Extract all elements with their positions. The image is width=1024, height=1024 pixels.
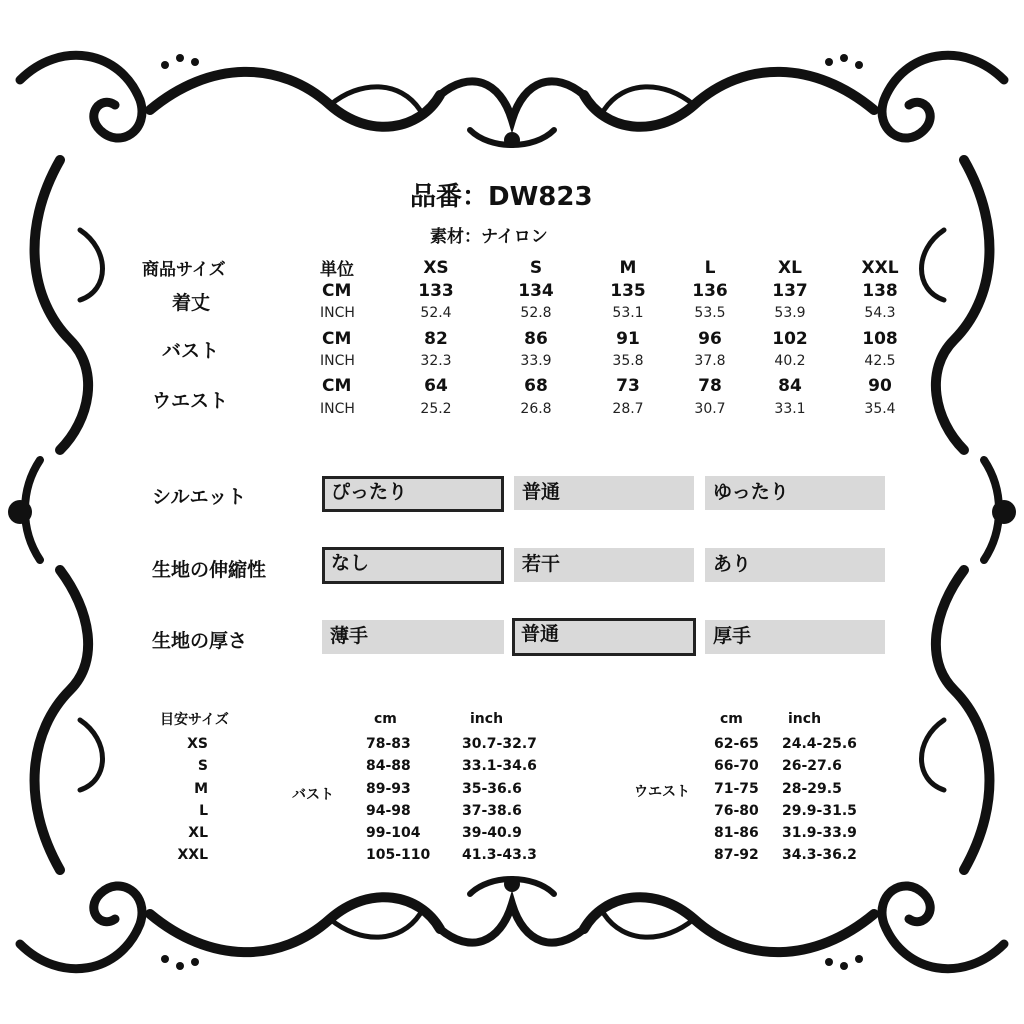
unit-cm: CM: [322, 329, 352, 349]
cm-value: 136: [692, 281, 728, 301]
cm-value: 134: [518, 281, 554, 301]
unit-cm: CM: [322, 281, 352, 301]
attribute-option: ゆったり: [705, 476, 885, 510]
size-header: L: [704, 258, 716, 278]
guide-waist-label: ウエスト: [634, 784, 690, 800]
guide-bust-cm: 89-93: [366, 781, 411, 797]
inch-value: 52.4: [420, 305, 452, 321]
size-header: XS: [423, 258, 449, 278]
guide-waist-cm: 76-80: [714, 803, 759, 819]
cm-value: 138: [862, 281, 898, 301]
guide-waist-inch: 29.9-31.5: [782, 803, 857, 819]
attribute-option: 厚手: [705, 620, 885, 654]
guide-waist-inch: 28-29.5: [782, 781, 842, 797]
material-label: 素材：ナイロン: [430, 227, 548, 247]
cm-value: 102: [772, 329, 808, 349]
size-table-corner-label: 商品サイズ: [142, 260, 226, 280]
guide-waist-inch: 26-27.6: [782, 758, 842, 774]
guide-size: M: [194, 781, 208, 797]
guide-waist-inch: 31.9-33.9: [782, 825, 857, 841]
cm-value: 135: [610, 281, 646, 301]
inch-value: 33.9: [520, 353, 552, 369]
unit-inch: INCH: [320, 353, 355, 369]
inch-value: 53.1: [612, 305, 644, 321]
guide-waist-cm: 87-92: [714, 847, 759, 863]
attribute-option: 普通: [514, 476, 694, 510]
size-header: M: [619, 258, 637, 278]
cm-value: 108: [862, 329, 898, 349]
cm-value: 68: [524, 376, 548, 396]
size-header: S: [529, 258, 543, 278]
guide-waist-cm: 66-70: [714, 758, 759, 774]
attribute-label-stretch: 生地の伸縮性: [152, 559, 267, 581]
guide-title: 目安サイズ: [160, 712, 229, 728]
guide-size: L: [199, 803, 208, 819]
inch-value: 26.8: [520, 401, 552, 417]
guide-bust-cm: 99-104: [366, 825, 421, 841]
attribute-option: 若干: [514, 548, 694, 582]
cm-value: 133: [418, 281, 454, 301]
measure-label-length: 着丈: [172, 292, 211, 314]
inch-value: 53.9: [774, 305, 806, 321]
cm-value: 64: [424, 376, 448, 396]
inch-value: 35.4: [864, 401, 896, 417]
attribute-label-thickness: 生地の厚さ: [152, 630, 248, 652]
guide-waist-cm: 62-65: [714, 736, 759, 752]
size-header: XL: [778, 258, 802, 278]
guide-size: XS: [187, 736, 208, 752]
guide-bust-cm: 94-98: [366, 803, 411, 819]
guide-size: XXL: [177, 847, 208, 863]
inch-value: 40.2: [774, 353, 806, 369]
guide-bust-inch: 30.7-32.7: [462, 736, 537, 752]
inch-value: 32.3: [420, 353, 452, 369]
inch-value: 42.5: [864, 353, 896, 369]
inch-value: 35.8: [612, 353, 644, 369]
unit-inch: INCH: [320, 401, 355, 417]
inch-value: 37.8: [694, 353, 726, 369]
guide-waist-cm: 71-75: [714, 781, 759, 797]
cm-value: 84: [778, 376, 802, 396]
guide-waist-cm: 81-86: [714, 825, 759, 841]
cm-value: 91: [616, 329, 640, 349]
cm-value: 137: [772, 281, 808, 301]
inch-value: 25.2: [420, 401, 452, 417]
unit-cm: CM: [322, 376, 352, 396]
measure-label-waist: ウエスト: [152, 390, 229, 412]
attribute-option: なし: [322, 547, 504, 584]
attribute-option: 普通: [512, 618, 696, 656]
attribute-option: あり: [705, 548, 885, 582]
guide-bust-cm: 78-83: [366, 736, 411, 752]
inch-value: 54.3: [864, 305, 896, 321]
guide-bust-inch: 37-38.6: [462, 803, 522, 819]
guide-waist-inch: 34.3-36.2: [782, 847, 857, 863]
guide-bust-inch: 39-40.9: [462, 825, 522, 841]
inch-value: 52.8: [520, 305, 552, 321]
product-code: 品番：DW823: [410, 182, 593, 212]
unit-inch: INCH: [320, 305, 355, 321]
guide-size: XL: [188, 825, 208, 841]
measure-label-bust: バスト: [162, 340, 220, 362]
attribute-option: 薄手: [322, 620, 504, 654]
guide-waist-inch: 24.4-25.6: [782, 736, 857, 752]
guide-waist-inch-header: inch: [788, 711, 822, 727]
guide-size: S: [197, 758, 208, 774]
guide-bust-cm-header: cm: [374, 711, 397, 727]
cm-value: 96: [698, 329, 722, 349]
guide-bust-inch: 35-36.6: [462, 781, 522, 797]
inch-value: 28.7: [612, 401, 644, 417]
guide-bust-label: バスト: [292, 787, 334, 803]
inch-value: 33.1: [774, 401, 806, 417]
size-header: XXL: [861, 258, 899, 278]
guide-bust-inch-header: inch: [470, 711, 504, 727]
guide-bust-cm: 84-88: [366, 758, 411, 774]
guide-waist-cm-header: cm: [720, 711, 743, 727]
unit-header: 単位: [320, 260, 354, 280]
cm-value: 90: [868, 376, 892, 396]
attribute-option: ぴったり: [322, 476, 504, 512]
cm-value: 78: [698, 376, 722, 396]
cm-value: 86: [524, 329, 548, 349]
inch-value: 30.7: [694, 401, 726, 417]
attribute-label-silhouette: シルエット: [152, 486, 247, 508]
guide-bust-inch: 33.1-34.6: [462, 758, 537, 774]
guide-bust-inch: 41.3-43.3: [462, 847, 537, 863]
cm-value: 73: [616, 376, 640, 396]
cm-value: 82: [424, 329, 448, 349]
inch-value: 53.5: [694, 305, 726, 321]
guide-bust-cm: 105-110: [366, 847, 431, 863]
